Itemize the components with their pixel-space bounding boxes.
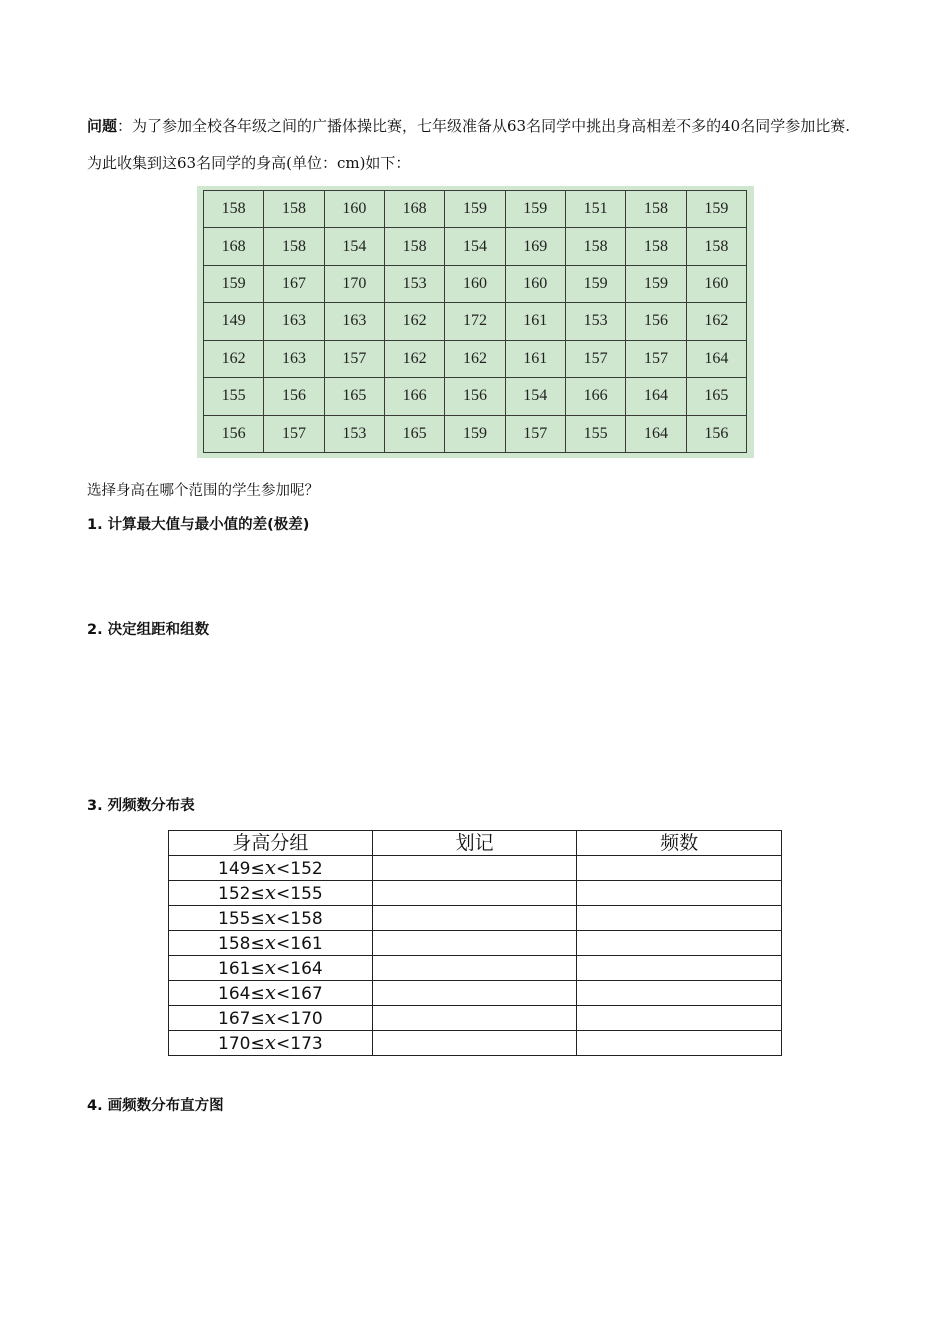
group-rel-leq: ≤ (250, 984, 265, 1004)
header-tally: 划记 (372, 831, 577, 856)
group-variable: x (264, 930, 277, 954)
group-rel-leq: ≤ (250, 1009, 265, 1029)
frequency-cell[interactable] (577, 931, 782, 956)
freq-row (169, 931, 782, 956)
group-low-bound: 164 (218, 984, 251, 1004)
height-cell: 154 (505, 378, 565, 415)
height-cell: 158 (565, 228, 625, 265)
frequency-cell[interactable] (577, 981, 782, 1006)
height-cell: 160 (686, 265, 746, 302)
group-variable: x (264, 905, 277, 929)
height-group-cell (169, 856, 373, 881)
frequency-cell[interactable] (577, 1006, 782, 1031)
height-cell: 159 (686, 191, 746, 228)
heights-row (204, 228, 747, 265)
height-cell: 169 (505, 228, 565, 265)
frequency-cell[interactable] (577, 881, 782, 906)
question-text: 选择身高在哪个范围的学生参加呢？ (87, 483, 319, 499)
freq-row (169, 906, 782, 931)
freq-row (169, 881, 782, 906)
group-variable: x (264, 855, 277, 879)
group-high-bound: 164 (290, 959, 323, 979)
height-cell: 153 (565, 303, 625, 340)
group-rel-leq: ≤ (250, 934, 265, 954)
heights-row (204, 265, 747, 302)
heights-row (204, 378, 747, 415)
height-cell: 159 (445, 415, 505, 452)
height-cell: 156 (204, 415, 264, 452)
heights-row (204, 415, 747, 452)
height-cell: 153 (324, 415, 384, 452)
height-cell: 158 (626, 228, 686, 265)
height-cell: 160 (324, 191, 384, 228)
group-rel-lt: < (276, 909, 291, 929)
group-variable: x (264, 880, 277, 904)
group-rel-leq: ≤ (250, 909, 265, 929)
frequency-distribution-table (168, 830, 782, 1056)
tally-cell[interactable] (372, 981, 577, 1006)
height-cell: 156 (686, 415, 746, 452)
group-high-bound: 152 (290, 859, 323, 879)
freq-row (169, 1031, 782, 1056)
group-rel-lt: < (276, 959, 291, 979)
height-cell: 163 (324, 303, 384, 340)
problem-statement (87, 108, 867, 182)
height-cell: 166 (565, 378, 625, 415)
freq-row (169, 956, 782, 981)
group-low-bound: 170 (218, 1034, 251, 1054)
height-cell: 156 (264, 378, 324, 415)
height-cell: 160 (505, 265, 565, 302)
group-variable: x (264, 1005, 277, 1029)
group-rel-lt: < (276, 859, 291, 879)
group-high-bound: 161 (290, 934, 323, 954)
step-1-heading: 1. 计算最大值与最小值的差(极差) (87, 517, 310, 533)
problem-label: 问题 (87, 117, 118, 135)
height-cell: 156 (626, 303, 686, 340)
height-cell: 157 (565, 340, 625, 377)
height-cell: 158 (204, 191, 264, 228)
heights-row (204, 191, 747, 228)
freq-row (169, 981, 782, 1006)
height-cell: 162 (384, 340, 444, 377)
tally-cell[interactable] (372, 906, 577, 931)
height-group-cell (169, 981, 373, 1006)
group-rel-lt: < (276, 1009, 291, 1029)
group-rel-lt: < (276, 984, 291, 1004)
height-cell: 161 (505, 303, 565, 340)
height-cell: 162 (445, 340, 505, 377)
header-frequency: 频数 (577, 831, 782, 856)
group-low-bound: 155 (218, 909, 251, 929)
group-low-bound: 167 (218, 1009, 251, 1029)
height-cell: 158 (264, 191, 324, 228)
tally-cell[interactable] (372, 931, 577, 956)
height-cell: 165 (686, 378, 746, 415)
group-low-bound: 152 (218, 884, 251, 904)
group-variable: x (264, 1030, 277, 1054)
height-cell: 163 (264, 303, 324, 340)
height-group-cell (169, 931, 373, 956)
height-group-cell (169, 1031, 373, 1056)
frequency-cell[interactable] (577, 906, 782, 931)
tally-cell[interactable] (372, 881, 577, 906)
height-cell: 160 (445, 265, 505, 302)
height-cell: 164 (686, 340, 746, 377)
heights-table-container (197, 186, 754, 458)
height-cell: 159 (204, 265, 264, 302)
height-cell: 162 (384, 303, 444, 340)
group-rel-lt: < (276, 884, 291, 904)
height-cell: 153 (384, 265, 444, 302)
height-cell: 155 (565, 415, 625, 452)
height-cell: 159 (445, 191, 505, 228)
tally-cell[interactable] (372, 956, 577, 981)
group-high-bound: 158 (290, 909, 323, 929)
problem-text: ：为了参加全校各年级之间的广播体操比赛，七年级准备从63名同学中挑出身高相差不多的40名同学参加比赛. 为此收集到这63名同学的身高(单位：cm)如下： (87, 117, 850, 172)
step-3-heading: 3. 列频数分布表 (87, 798, 195, 814)
height-cell: 159 (626, 265, 686, 302)
height-cell: 158 (626, 191, 686, 228)
height-cell: 158 (384, 228, 444, 265)
height-cell: 163 (264, 340, 324, 377)
height-cell: 164 (626, 378, 686, 415)
height-group-cell (169, 1006, 373, 1031)
frequency-cell[interactable] (577, 856, 782, 881)
height-cell: 159 (505, 191, 565, 228)
height-group-cell (169, 956, 373, 981)
tally-cell[interactable] (372, 856, 577, 881)
height-cell: 168 (204, 228, 264, 265)
heights-table (203, 190, 747, 453)
height-cell: 161 (505, 340, 565, 377)
group-variable: x (264, 980, 277, 1004)
height-cell: 167 (264, 265, 324, 302)
height-cell: 154 (324, 228, 384, 265)
tally-cell[interactable] (372, 1031, 577, 1056)
group-rel-lt: < (276, 1034, 291, 1054)
group-high-bound: 173 (290, 1034, 323, 1054)
group-low-bound: 149 (218, 859, 251, 879)
frequency-cell[interactable] (577, 956, 782, 981)
height-cell: 157 (505, 415, 565, 452)
group-high-bound: 155 (290, 884, 323, 904)
height-cell: 151 (565, 191, 625, 228)
freq-row (169, 1006, 782, 1031)
group-rel-leq: ≤ (250, 859, 265, 879)
height-group-cell (169, 881, 373, 906)
group-rel-leq: ≤ (250, 959, 265, 979)
height-cell: 157 (324, 340, 384, 377)
height-cell: 149 (204, 303, 264, 340)
height-group-cell (169, 906, 373, 931)
freq-header-row (169, 831, 782, 856)
height-cell: 158 (686, 228, 746, 265)
freq-row (169, 856, 782, 881)
height-cell: 162 (686, 303, 746, 340)
height-cell: 159 (565, 265, 625, 302)
height-cell: 158 (264, 228, 324, 265)
tally-cell[interactable] (372, 1006, 577, 1031)
height-cell: 164 (626, 415, 686, 452)
height-cell: 165 (324, 378, 384, 415)
height-cell: 168 (384, 191, 444, 228)
height-cell: 154 (445, 228, 505, 265)
step-2-heading: 2. 决定组距和组数 (87, 622, 210, 638)
height-cell: 157 (264, 415, 324, 452)
height-cell: 156 (445, 378, 505, 415)
group-rel-leq: ≤ (250, 1034, 265, 1054)
heights-row (204, 340, 747, 377)
group-high-bound: 170 (290, 1009, 323, 1029)
height-cell: 172 (445, 303, 505, 340)
group-high-bound: 167 (290, 984, 323, 1004)
group-rel-lt: < (276, 934, 291, 954)
height-cell: 165 (384, 415, 444, 452)
height-cell: 166 (384, 378, 444, 415)
height-cell: 162 (204, 340, 264, 377)
heights-row (204, 303, 747, 340)
frequency-cell[interactable] (577, 1031, 782, 1056)
group-low-bound: 158 (218, 934, 251, 954)
header-height-group: 身高分组 (169, 831, 373, 856)
height-cell: 170 (324, 265, 384, 302)
group-low-bound: 161 (218, 959, 251, 979)
group-variable: x (264, 955, 277, 979)
group-rel-leq: ≤ (250, 884, 265, 904)
height-cell: 155 (204, 378, 264, 415)
height-cell: 157 (626, 340, 686, 377)
step-4-heading: 4. 画频数分布直方图 (87, 1098, 224, 1114)
